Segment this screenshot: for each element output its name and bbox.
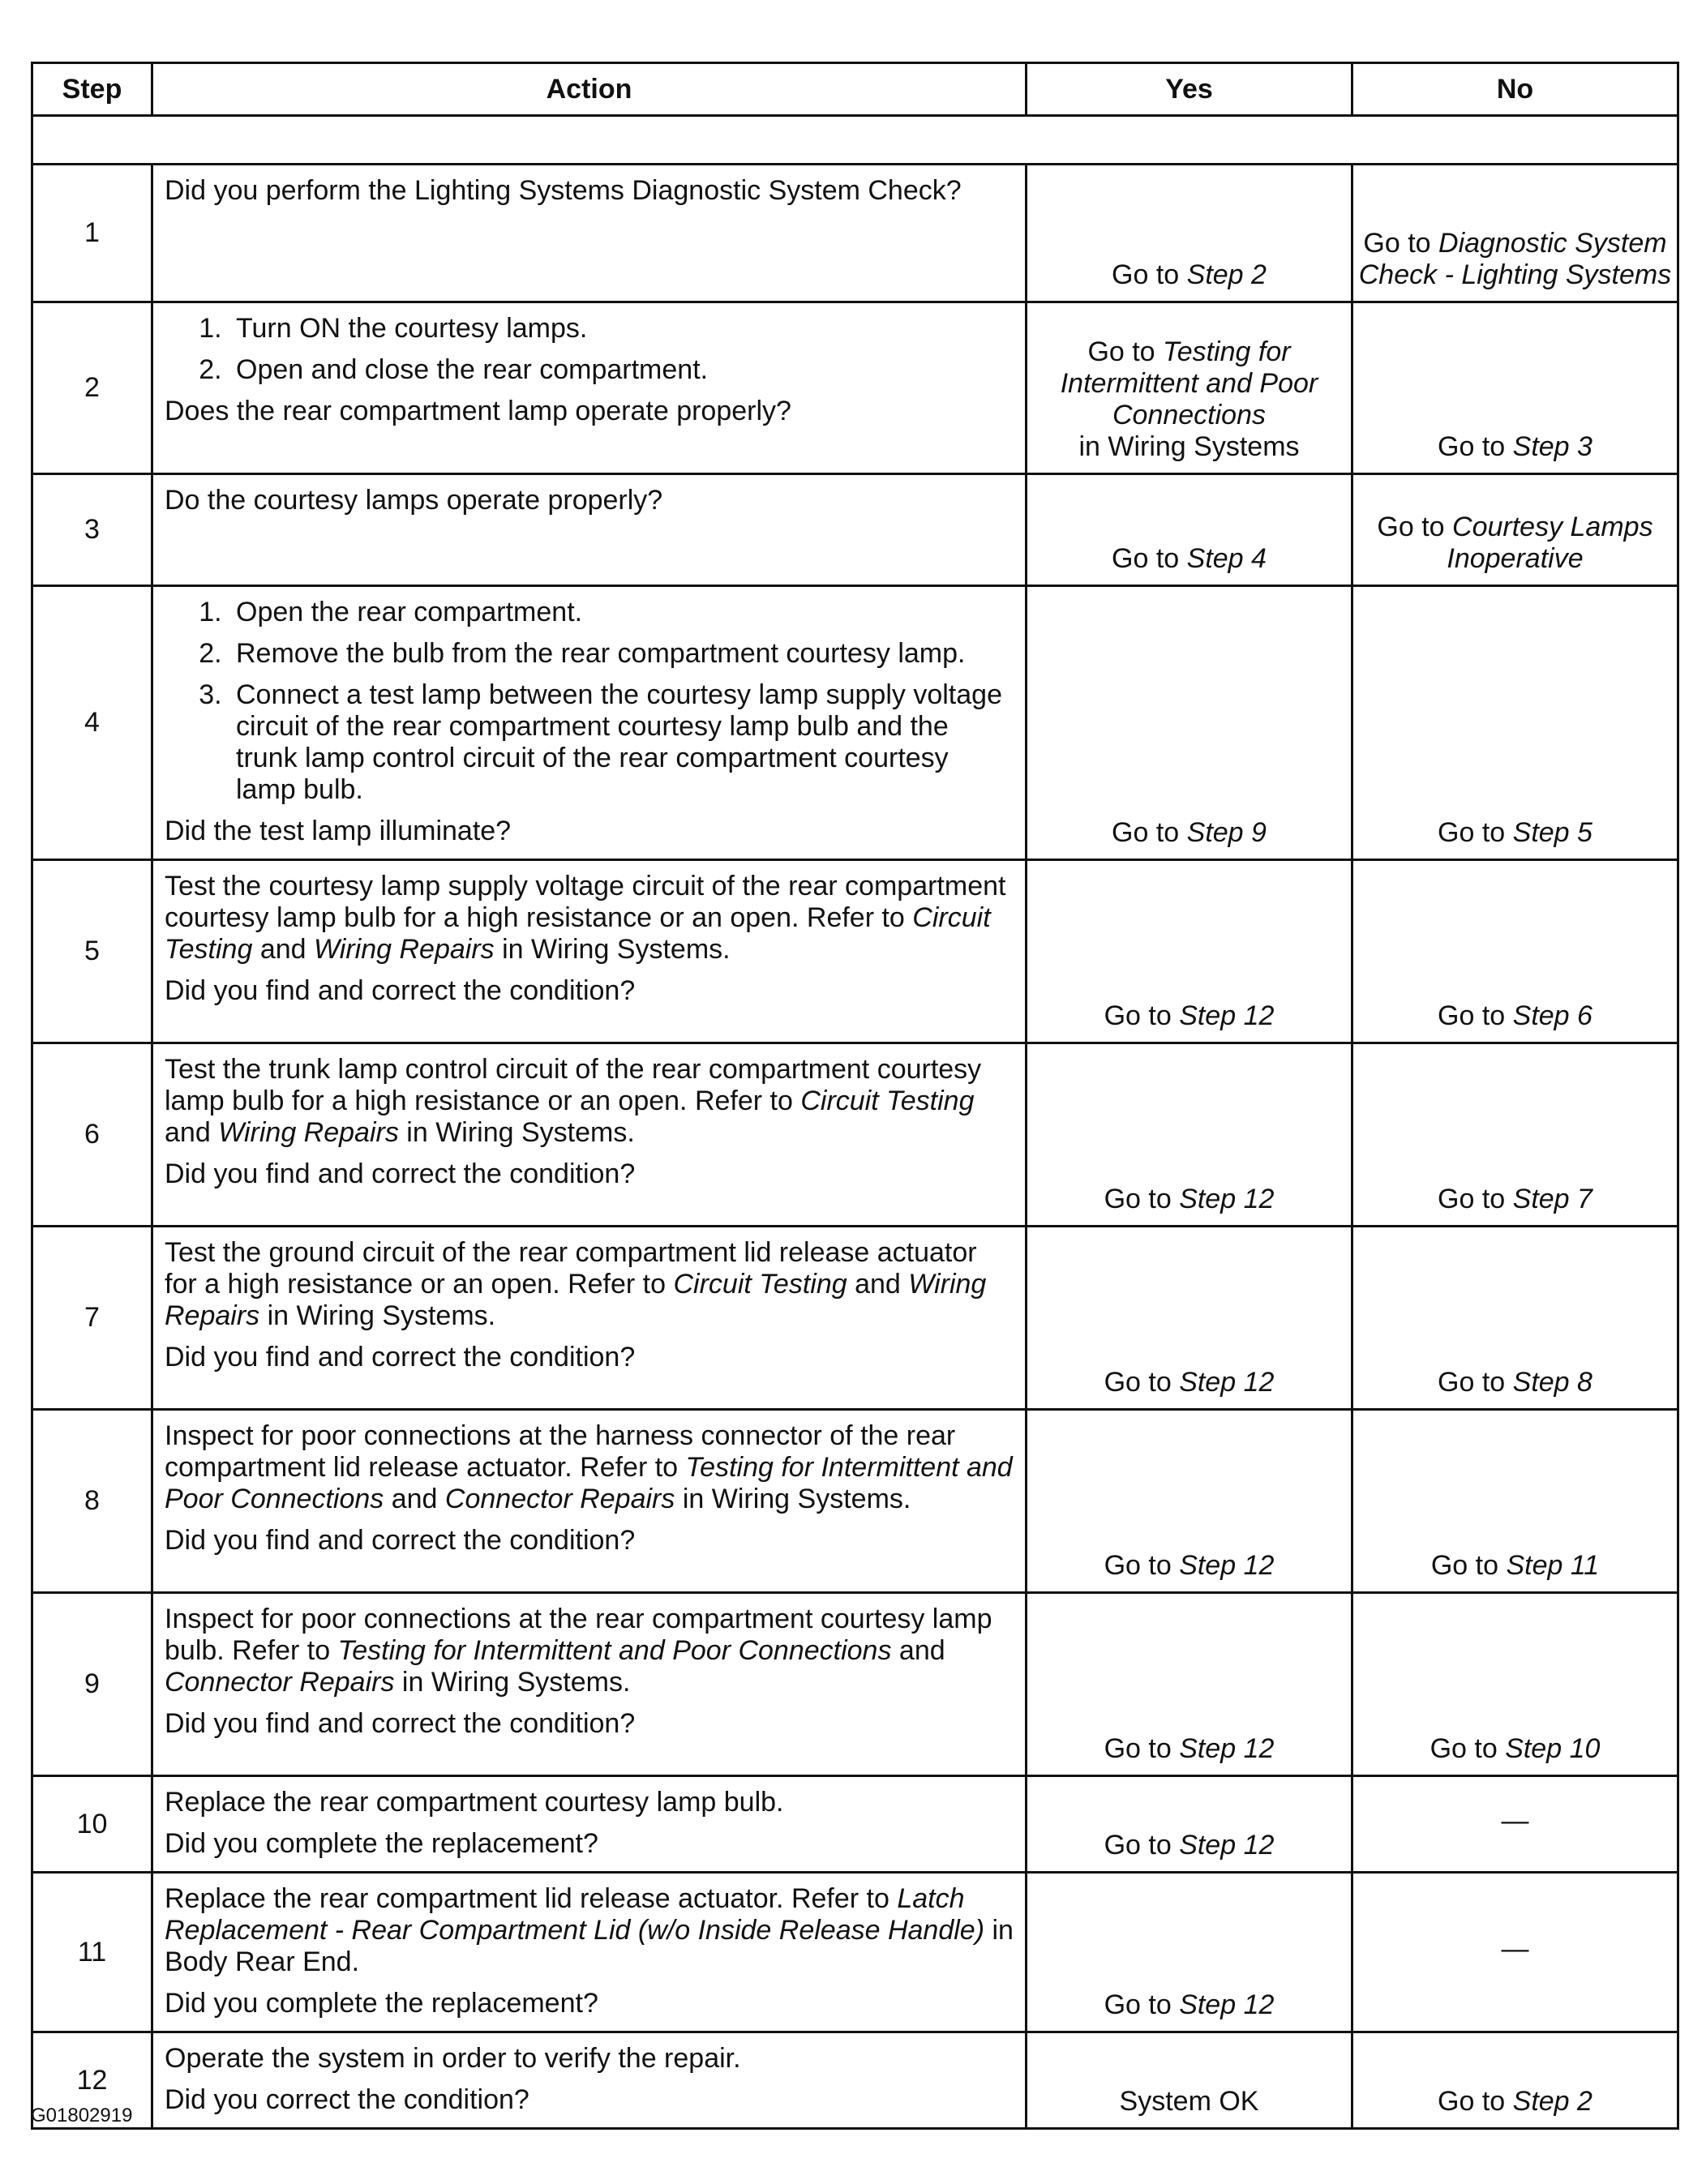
no-ref: Step 2 [1512,2086,1592,2117]
step-number: 1 [32,165,152,302]
no-ref: Step 11 [1506,1550,1600,1581]
yes-prefix: Go to [1104,1733,1180,1764]
no-prefix: Go to [1363,228,1439,259]
yes-result: System OK [1119,2086,1259,2117]
step-number: 2 [32,302,152,474]
action-cell [152,474,1027,586]
action-cell [152,1043,1027,1227]
reference-link: Circuit Testing [673,1269,847,1300]
no-cell [1352,474,1678,586]
action-instruction [165,1237,1014,1332]
instruction-text: in Wiring Systems. [494,934,731,965]
instruction-text: and [891,1635,945,1666]
action-step: 2. Remove the bulb from the rear compartment courtesy lamp. [229,638,1014,670]
table-row [32,302,1678,474]
yes-ref: Step 12 [1179,1830,1275,1861]
yes-ref: Step 2 [1186,259,1267,290]
yes-ref: Step 12 [1179,1989,1275,2020]
table-row [32,1593,1678,1776]
yes-prefix: Go to [1112,817,1187,848]
action-step: 1. Turn ON the courtesy lamps. [229,313,1014,345]
yes-cell [1027,1776,1352,1873]
step-number: 4 [32,586,152,860]
no-ref: Courtesy Lamps Inoperative [1447,512,1653,574]
reference-link: Wiring Repairs [165,1269,987,1331]
action-question: Did you complete the replacement? [165,1828,598,1859]
action-step: 3. Connect a test lamp between the courtesy lamp supply voltage circuit of the rear compartment courtesy lamp bulb and the trunk lamp control circuit of the rear compartment courtesy lamp bulb. [229,679,1014,806]
no-prefix: Go to [1430,1550,1507,1581]
reference-link: Circuit Testing [800,1086,975,1116]
instruction-text: Test the courtesy lamp supply voltage circuit of the rear compartment courtesy lamp bulb for a high resistance or an open. Refer to [165,871,1006,933]
instruction-text: in Wiring Systems. [394,1667,631,1698]
instruction-text: in Wiring Systems. [398,1117,635,1148]
no-prefix: Go to [1438,1184,1513,1214]
action-cell [152,1227,1027,1410]
instruction-text: Inspect for poor connections at the rear compartment courtesy lamp bulb. Refer to [165,1604,992,1666]
instruction-text: in Wiring Systems. [259,1300,496,1331]
yes-cell [1027,165,1352,302]
action-cell [152,1410,1027,1593]
yes-ref: Testing for Intermittent and Poor Connections [1060,336,1318,430]
no-cell [1352,860,1678,1043]
not-applicable-dash: — [1501,1933,1529,1964]
no-cell [1352,1227,1678,1410]
yes-prefix: Go to [1112,259,1187,290]
action-step: 2. Open and close the rear compartment. [229,354,1014,386]
no-prefix: Go to [1438,2086,1513,2117]
action-question: Did you complete the replacement? [165,1988,598,2019]
step-number: 9 [32,1593,152,1776]
instruction-text: in Body Rear End. [165,1915,1014,1977]
action-cell [152,165,1027,302]
yes-prefix: Go to [1104,1989,1180,2020]
action-question: Did you find and correct the condition? [165,1158,636,1189]
header-action: Action [152,63,1027,116]
yes-cell [1027,1227,1352,1410]
no-prefix: Go to [1377,512,1453,542]
yes-prefix: Go to [1112,543,1187,574]
table-row [32,165,1678,302]
action-steps [165,313,1014,386]
spacer-row [32,116,1678,165]
action-instruction [165,1604,1014,1698]
reference-link: Testing for Intermittent and Poor Connections [337,1635,892,1666]
instruction-text: and [847,1269,909,1300]
yes-prefix: Go to [1104,1550,1180,1581]
table-row [32,1227,1678,1410]
yes-cell [1027,2032,1352,2129]
table-row [32,1776,1678,1873]
action-instruction [165,1420,1014,1515]
no-cell [1352,165,1678,302]
no-ref: Step 3 [1512,431,1592,462]
table-row [32,860,1678,1043]
header-yes: Yes [1027,63,1352,116]
action-question: Did you find and correct the condition? [165,975,636,1006]
action-question: Did you find and correct the condition? [165,1525,636,1556]
step-number: 12 [32,2032,152,2129]
yes-prefix: Go to [1087,336,1164,367]
action-cell [152,2032,1027,2129]
yes-cell [1027,302,1352,474]
action-steps [165,597,1014,806]
no-cell [1352,1776,1678,1873]
action-cell [152,860,1027,1043]
yes-cell [1027,1593,1352,1776]
action-question: Did you find and correct the condition? [165,1708,636,1739]
no-ref: Step 6 [1512,1000,1592,1031]
instruction-text: and [252,934,314,965]
reference-link: Wiring Repairs [314,934,495,965]
yes-cell [1027,1410,1352,1593]
yes-cell [1027,586,1352,860]
table-row [32,2032,1678,2129]
action-cell [152,302,1027,474]
yes-cell [1027,474,1352,586]
instruction-text: Inspect for poor connections at the harness connector of the rear compartment lid release actuator. Refer to [165,1420,956,1483]
no-ref: Step 10 [1505,1733,1601,1764]
table-row [32,586,1678,860]
no-cell [1352,1593,1678,1776]
spacer-cell [32,116,1678,165]
yes-ref: Step 12 [1179,1000,1275,1031]
yes-prefix: Go to [1104,1184,1180,1214]
action-question: Do the courtesy lamps operate properly? [165,485,663,516]
step-number: 10 [32,1776,152,1873]
action-cell [152,1873,1027,2032]
reference-link: Latch Replacement - Rear Compartment Lid (w/o Inside Release Handle) [165,1883,985,1946]
yes-ref: Step 12 [1179,1733,1275,1764]
instruction-text: Test the trunk lamp control circuit of the rear compartment courtesy lamp bulb for a high resistance or an open. Refer to [165,1054,982,1116]
action-instruction: Operate the system in order to verify the repair. [165,2043,741,2074]
step-number: 5 [32,860,152,1043]
action-instruction [165,871,1014,966]
step-number: 11 [32,1873,152,2032]
yes-ref: Step 9 [1186,817,1267,848]
action-question: Did the test lamp illuminate? [165,816,512,846]
action-question: Did you correct the condition? [165,2084,529,2115]
reference-link: Testing for Intermittent and Poor Connections [165,1452,1013,1514]
yes-ref: Step 12 [1179,1550,1275,1581]
diagnostic-table [31,62,1679,2130]
step-number: 8 [32,1410,152,1593]
no-cell [1352,1043,1678,1227]
yes-suffix: in Wiring Systems [1078,431,1300,462]
no-cell [1352,2032,1678,2129]
reference-link: Connector Repairs [165,1667,395,1698]
yes-ref: Step 4 [1186,543,1267,574]
header-step: Step [32,63,152,116]
yes-cell [1027,1873,1352,2032]
action-question: Did you perform the Lighting Systems Diagnostic System Check? [165,175,962,206]
reference-link: Circuit Testing [165,902,991,965]
step-number: 6 [32,1043,152,1227]
action-instruction [165,1054,1014,1149]
no-ref: Step 5 [1512,817,1592,848]
no-ref: Step 8 [1512,1367,1592,1398]
table-row [32,1873,1678,2032]
instruction-text: and [165,1117,219,1148]
instruction-text: and [384,1484,445,1514]
not-applicable-dash: — [1501,1805,1529,1836]
reference-link: Connector Repairs [444,1484,675,1514]
no-prefix: Go to [1438,431,1513,462]
yes-ref: Step 12 [1179,1367,1275,1398]
no-cell [1352,302,1678,474]
yes-cell [1027,860,1352,1043]
header-row [32,63,1678,116]
action-cell [152,586,1027,860]
reference-link: Wiring Repairs [218,1117,399,1148]
no-prefix: Go to [1438,817,1513,848]
figure-id: G01802919 [31,2105,133,2126]
step-number: 7 [32,1227,152,1410]
table-row [32,1410,1678,1593]
action-step: 1. Open the rear compartment. [229,597,1014,628]
no-prefix: Go to [1438,1000,1513,1031]
header-no: No [1352,63,1678,116]
action-question: Does the rear compartment lamp operate properly? [165,396,791,426]
table-row [32,474,1678,586]
yes-cell [1027,1043,1352,1227]
yes-prefix: Go to [1104,1830,1180,1861]
action-instruction [165,1883,1014,1978]
instruction-text: in Wiring Systems. [675,1484,911,1514]
no-cell [1352,1410,1678,1593]
no-prefix: Go to [1438,1367,1513,1398]
no-ref: Step 7 [1512,1184,1592,1214]
action-cell [152,1593,1027,1776]
action-cell [152,1776,1027,1873]
yes-ref: Step 12 [1179,1184,1275,1214]
no-ref: Diagnostic System Check - Lighting Systems [1358,228,1672,290]
table-row [32,1043,1678,1227]
action-instruction: Replace the rear compartment courtesy lamp bulb. [165,1787,784,1818]
action-question: Did you find and correct the condition? [165,1342,636,1372]
yes-prefix: Go to [1104,1367,1180,1398]
no-cell [1352,1873,1678,2032]
step-number: 3 [32,474,152,586]
no-prefix: Go to [1430,1733,1506,1764]
instruction-text: Test the ground circuit of the rear compartment lid release actuator for a high resistance or an open. Refer to [165,1237,977,1300]
yes-prefix: Go to [1104,1000,1180,1031]
no-cell [1352,586,1678,860]
instruction-text: Replace the rear compartment lid release actuator. Refer to [165,1883,898,1914]
